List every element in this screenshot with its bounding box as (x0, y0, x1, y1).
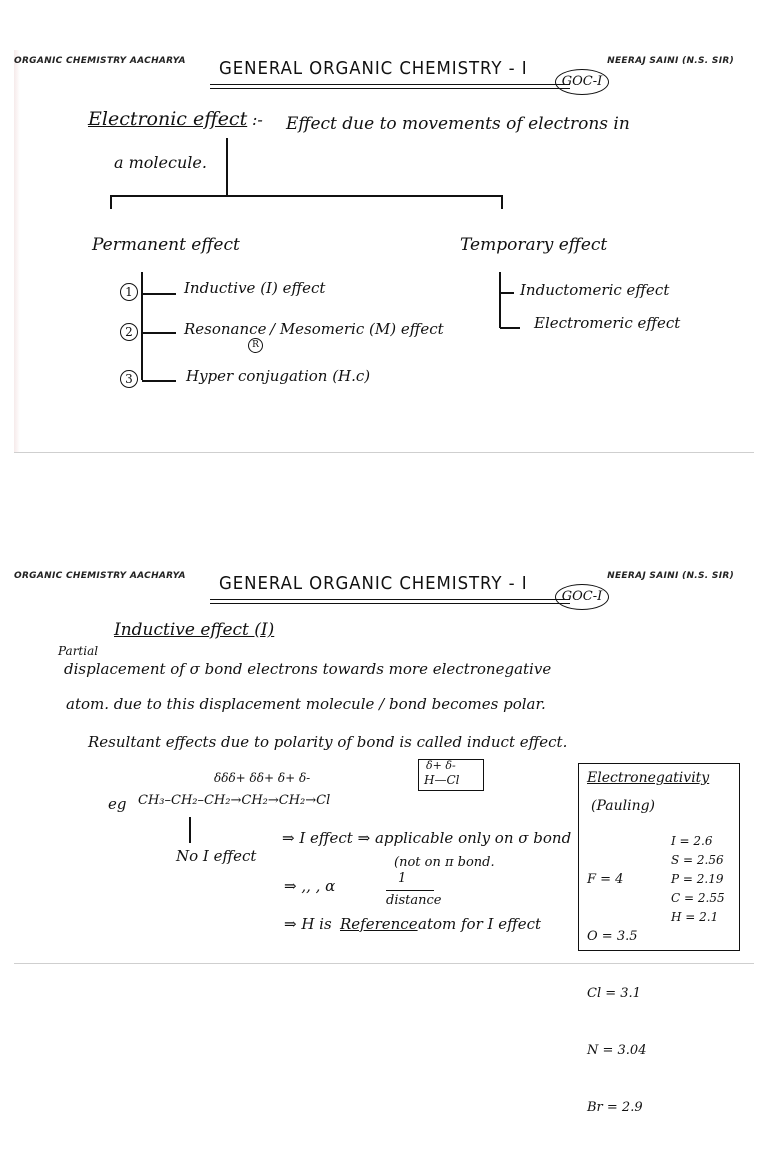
en-value-cl: Cl = 3.1 (587, 986, 641, 1001)
hcl-charges: δ+ δ- (426, 759, 456, 772)
page-title: GENERAL ORGANIC CHEMISTRY - I (219, 573, 528, 594)
note-proportional: ⇒ ,, , α (284, 877, 336, 895)
header-left-label: ORGANIC CHEMISTRY AACHARYA (14, 56, 186, 66)
en-value-c: C = 2.55 (671, 891, 725, 905)
title-underline-2 (210, 603, 570, 604)
list-arrow-2 (142, 332, 176, 334)
pointer-arrow (189, 817, 191, 843)
tree-trunk (226, 138, 228, 196)
header-left-label: ORGANIC CHEMISTRY AACHARYA (14, 571, 186, 581)
en-value-br: Br = 2.9 (587, 1100, 643, 1115)
section-heading: Electronic effect (88, 108, 248, 130)
header-right-label: NEERAJ SAINI (N.S. SIR) (607, 56, 734, 66)
tree-branch (110, 195, 502, 197)
example-label: eg (108, 795, 127, 813)
definition-line-3: Resultant effects due to polarity of bond is called induct effect. (88, 733, 568, 751)
list-arrow-3 (142, 380, 176, 382)
permanent-effect-title: Permanent effect (92, 235, 240, 255)
definition-line-2: a molecule. (114, 153, 207, 172)
en-value-n: N = 3.04 (587, 1043, 647, 1058)
fraction-bar (386, 890, 434, 891)
hcl-bond: H—Cl (424, 773, 460, 787)
resonance-r-badge: R (248, 338, 263, 353)
notes-page-2 (14, 565, 754, 1115)
electronegativity-values-right (671, 832, 725, 927)
en-value-p: P = 2.19 (671, 872, 724, 886)
header-right-label: NEERAJ SAINI (N.S. SIR) (607, 571, 734, 581)
pauling-label: (Pauling) (591, 798, 656, 814)
en-value-f: F = 4 (587, 872, 624, 887)
note-reference-a: ⇒ H is (284, 915, 332, 933)
heading-separator: :- (252, 110, 263, 129)
electronegativity-title: Electronegativity (587, 770, 710, 786)
goc-badge: GOC-I (555, 584, 609, 610)
tree-left-drop (110, 195, 112, 209)
title-underline (210, 84, 570, 85)
note-applicable: ⇒ I effect ⇒ applicable only on σ bond (282, 829, 572, 847)
note-not-pi: (not on π bond. (394, 855, 495, 870)
tree-right-drop (501, 195, 503, 209)
note-reference-word: Reference (340, 915, 418, 933)
definition-line-1: displacement of σ bond electrons towards more electronegative (64, 660, 552, 678)
fraction-denominator: distance (386, 893, 442, 908)
title-underline (210, 599, 570, 600)
number-badge-1: 1 (120, 283, 138, 301)
number-badge-3: 3 (120, 370, 138, 388)
temporary-arrow-2 (500, 327, 520, 329)
page-title: GENERAL ORGANIC CHEMISTRY - I (219, 58, 528, 79)
en-value-o: O = 3.5 (587, 929, 638, 944)
section-heading: Inductive effect (I) (114, 620, 275, 640)
en-value-s: S = 2.56 (671, 853, 724, 867)
electronegativity-values-left (587, 832, 646, 1155)
notes-page-1 (14, 50, 754, 453)
permanent-list-bracket (141, 272, 143, 380)
temporary-arrow-1 (500, 292, 514, 294)
item-inductomeric-effect: Inductomeric effect (520, 281, 670, 299)
temporary-effect-title: Temporary effect (460, 235, 608, 255)
en-value-h: H = 2.1 (671, 910, 719, 924)
fraction-numerator: 1 (398, 871, 407, 886)
partial-charges: δδδ+ δδ+ δ+ δ- (214, 771, 311, 785)
note-reference-b: atom for I effect (418, 915, 542, 933)
number-badge-2: 2 (120, 323, 138, 341)
item-inductive-effect: Inductive (I) effect (184, 279, 326, 297)
item-resonance: Resonance (184, 320, 267, 338)
no-effect-label: No I effect (176, 847, 257, 865)
goc-badge: GOC-I (555, 69, 609, 95)
list-arrow-1 (142, 293, 176, 295)
temporary-list-bracket (499, 272, 501, 328)
item-mesomeric-effect: / Mesomeric (M) effect (270, 320, 444, 338)
item-electromeric-effect: Electromeric effect (534, 314, 681, 332)
en-value-i: I = 2.6 (671, 834, 713, 848)
electronegativity-box (578, 763, 740, 1115)
carbon-chain: CH₃–CH₂–CH₂→CH₂→CH₂→Cl (138, 793, 331, 808)
item-hyper-conjugation: Hyper conjugation (H.c) (186, 367, 371, 385)
partial-note: Partial (58, 644, 99, 658)
title-underline-2 (210, 88, 570, 89)
definition-line-1: Effect due to movements of electrons in (286, 114, 630, 134)
definition-line-2: atom. due to this displacement molecule / bond becomes polar. (66, 695, 546, 713)
